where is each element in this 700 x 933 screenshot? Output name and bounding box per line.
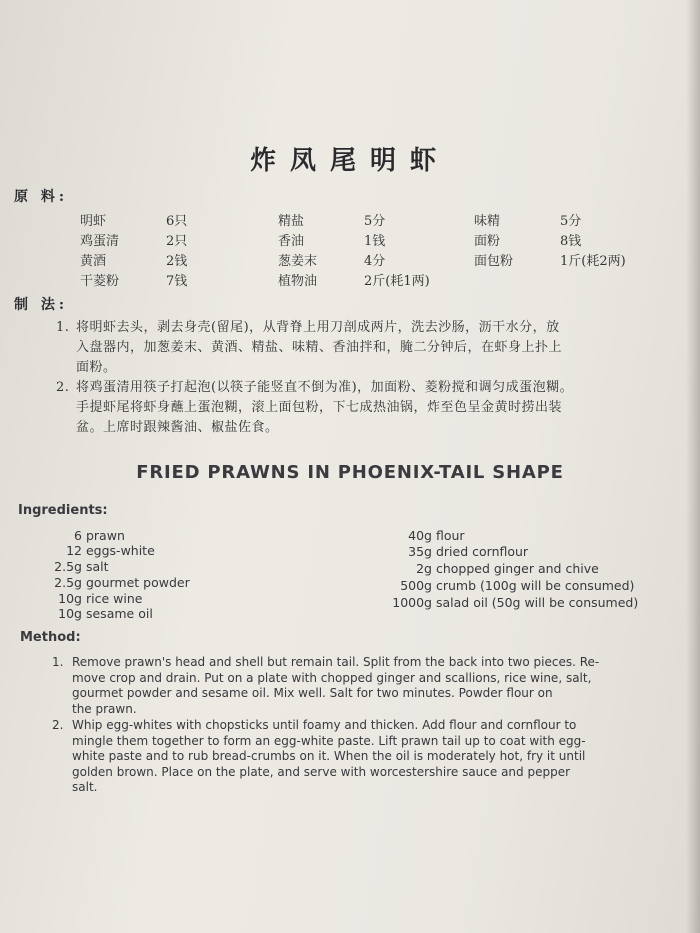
step-line: 手提虾尾将虾身蘸上蛋泡糊，滚上面包粉，下七成热油锅，炸至色呈金黄时捞出装: [76, 400, 563, 415]
page-edge-shadow: [686, 0, 700, 933]
en-ingredient: 10g rice wine: [58, 591, 143, 606]
en-ingredient: 10g sesame oil: [58, 606, 153, 621]
step-line: gourmet powder and sesame oil. Mix well. Salt for two minutes. Powder flour on: [72, 686, 553, 700]
english-step-1: [52, 655, 664, 717]
cn-ingredient-name: 面粉: [474, 234, 501, 249]
step-number: 1.: [52, 655, 64, 669]
step-line: 面粉。: [76, 360, 117, 375]
step-number: 1.: [56, 320, 70, 335]
en-ingredient: 2g chopped ginger and chive: [416, 561, 599, 576]
cn-ingredient-qty: 6只: [166, 214, 188, 229]
cn-ingredient-qty: 2只: [166, 234, 188, 249]
english-method-label: Method:: [20, 630, 81, 645]
cn-ingredient-name: 植物油: [278, 274, 318, 289]
chinese-title: 炸凤尾明虾: [249, 146, 450, 176]
cn-ingredient-name: 干菱粉: [80, 274, 120, 289]
cn-ingredient-name: 葱姜末: [278, 254, 318, 269]
chinese-step-1: [56, 318, 676, 380]
chinese-ingredients-label: 原 料:: [14, 189, 69, 205]
step-line: salt.: [72, 780, 98, 794]
step-line: 盆。上席时跟辣酱油、椒盐佐食。: [76, 420, 279, 435]
step-line: 入盘器内，加葱姜末、黄酒、精盐、味精、香油拌和，腌二分钟后，在虾身上扑上: [76, 340, 563, 355]
cn-ingredient-name: 面包粉: [474, 254, 514, 269]
cn-ingredient-qty: 2斤(耗1两): [364, 274, 430, 289]
step-line: 将鸡蛋清用筷子打起泡(以筷子能竖直不倒为准)，加面粉、菱粉搅和调匀成蛋泡糊。: [76, 380, 574, 395]
step-number: 2.: [52, 718, 64, 732]
cn-ingredient-qty: 8钱: [560, 234, 582, 249]
chinese-method-label: 制 法:: [14, 297, 69, 313]
cn-ingredient-qty: 1钱: [364, 234, 386, 249]
en-ingredient: 40g flour: [408, 528, 465, 543]
cn-ingredient-name: 明虾: [80, 214, 107, 229]
en-ingredient: 12 eggs-white: [66, 543, 155, 558]
english-ingredients-label: Ingredients:: [18, 503, 108, 518]
cn-ingredient-qty: 4分: [364, 254, 386, 269]
en-ingredient: 500g crumb (100g will be consumed): [400, 578, 635, 593]
en-ingredient: 1000g salad oil (50g will be consumed): [392, 595, 639, 610]
cn-ingredient-name: 味精: [474, 214, 501, 229]
cn-ingredient-qty: 5分: [560, 214, 582, 229]
cn-ingredient-name: 香油: [278, 234, 305, 249]
step-line: mingle them together to form an egg-white paste. Lift prawn tail up to coat with egg-: [72, 733, 586, 748]
chinese-ingredients-grid: [0, 0, 700, 300]
step-line: golden brown. Place on the plate, and serve with worcestershire sauce and pepper: [72, 764, 571, 779]
en-ingredient: 2.5g gourmet powder: [54, 575, 190, 590]
cn-ingredient-name: 鸡蛋清: [80, 234, 120, 249]
chinese-step-2: [56, 378, 676, 440]
step-line: the prawn.: [72, 701, 137, 716]
en-ingredient: 6 prawn: [74, 528, 125, 543]
cn-ingredient-qty: 7钱: [166, 274, 188, 289]
step-number: 2.: [56, 380, 70, 395]
english-step-2: [52, 718, 664, 796]
en-ingredient: 35g dried cornflour: [408, 544, 529, 559]
cn-ingredient-qty: 5分: [364, 214, 386, 229]
step-line: Remove prawn's head and shell but remain tail. Split from the back into two pieces. Re-: [72, 655, 600, 669]
cn-ingredient-name: 精盐: [278, 214, 305, 229]
step-line: 将明虾去头，剥去身壳(留尾)，从背脊上用刀剖成两片，洗去沙肠，沥干水分，放: [76, 320, 560, 335]
step-line: Whip egg-whites with chopsticks until foamy and thicken. Add flour and cornflour to: [72, 718, 577, 732]
cn-ingredient-name: 黄酒: [80, 254, 107, 269]
cn-ingredient-qty: 2钱: [166, 254, 188, 269]
step-line: white paste and to rub bread-crumbs on it. When the oil is moderately hot, fry it until: [72, 749, 586, 763]
english-title: FRIED PRAWNS IN PHOENIX-TAIL SHAPE: [136, 462, 564, 483]
cn-ingredient-qty: 1斤(耗2两): [560, 254, 626, 269]
en-ingredient: 2.5g salt: [54, 559, 109, 574]
step-line: move crop and drain. Put on a plate with chopped ginger and scallions, rice wine, salt,: [72, 670, 592, 685]
